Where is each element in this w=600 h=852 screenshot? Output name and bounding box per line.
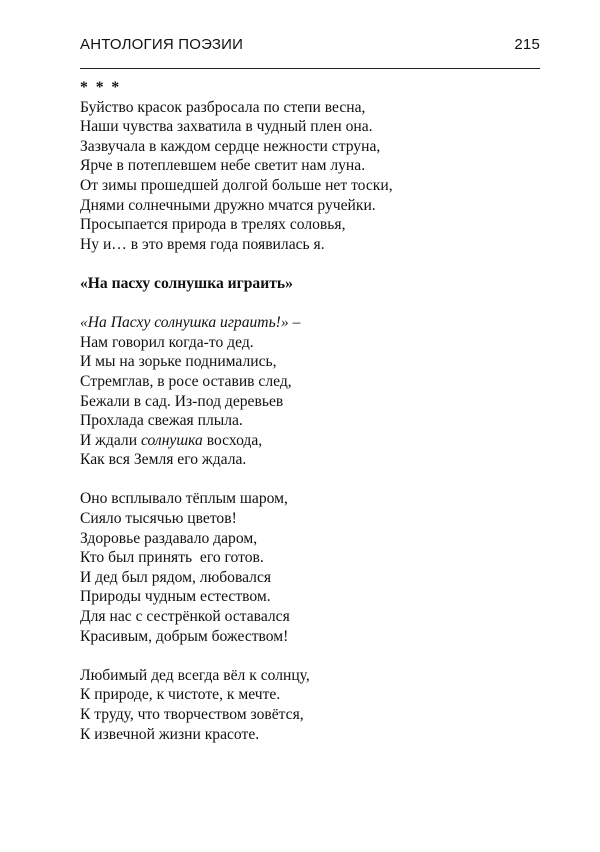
poem-line: И дед был рядом, любовался	[80, 568, 272, 586]
line-suffix: восхода,	[202, 431, 263, 449]
poem-line: Для нас с сестрёнкой оставался	[80, 608, 290, 626]
poem-line: И мы на зорьке поднимались,	[80, 353, 277, 371]
poem-line	[80, 431, 540, 451]
poem-line: Буйство красок разбросала по степи весна,	[80, 98, 366, 116]
poem-line: Кто был принять его готов.	[80, 549, 264, 567]
poem-line: Ну и… в это время года появилась я.	[80, 235, 325, 253]
poem-line: Днями солнечными дружно мчатся ручейки.	[80, 196, 376, 214]
header-divider	[80, 68, 540, 69]
italic-word: солнушка	[140, 431, 203, 449]
poem-line: Зазвучала в каждом сердце нежности струна,	[80, 137, 381, 155]
poem-line: К извечной жизни красоте.	[80, 725, 260, 743]
poem-2-stanza-3	[80, 666, 540, 744]
poem-line: Наши чувства захватила в чудный плен она.	[80, 118, 373, 136]
poem-line: Природы чудным естеством.	[80, 588, 271, 606]
quoted-epigraph: «На Пасху солнушка играить!»	[80, 314, 289, 332]
line-prefix: И ждали	[80, 431, 141, 449]
page-number: 215	[514, 36, 540, 53]
poem-1	[80, 98, 540, 255]
poem-line: Оно всплывало тёплым шаром,	[80, 490, 288, 508]
page-header	[80, 36, 540, 58]
running-head-title: АНТОЛОГИЯ ПОЭЗИИ	[80, 36, 244, 53]
poem-title: «На пасху солнушка играить»	[80, 274, 293, 292]
poem-line: От зимы прошедшей долгой больше нет тоски,	[80, 176, 393, 194]
poem-line: Нам говорил когда-то дед.	[80, 333, 254, 351]
poem-line: Стремглав, в росе оставив след,	[80, 372, 292, 390]
poem-2-stanza-2	[80, 489, 540, 646]
poem-2-stanza-1	[80, 313, 540, 470]
poem-line	[80, 313, 540, 333]
poem-line: Здоровье раздавало даром,	[80, 529, 258, 547]
poem-line: Прохлада свежая плыла.	[80, 412, 243, 430]
poem-line: Бежали в сад. Из-под деревьев	[80, 392, 284, 410]
poem-line: Как вся Земля его ждала.	[80, 451, 247, 469]
poem-line: Красивым, добрым божеством!	[80, 627, 289, 645]
page-body	[80, 78, 540, 744]
poem-line: К природе, к чистоте, к мечте.	[80, 686, 281, 704]
poem-line: Просыпается природа в трелях соловья,	[80, 216, 346, 234]
poem-separator: * * *	[80, 79, 122, 96]
poem-line: К труду, что творчеством зовётся,	[80, 706, 304, 723]
line-dash: –	[288, 314, 301, 332]
poem-line: Сияло тысячью цветов!	[80, 510, 237, 528]
poem-line: Любимый дед всегда вёл к солнцу,	[80, 666, 310, 684]
poem-line: Ярче в потеплевшем небе светит нам луна.	[80, 157, 366, 175]
